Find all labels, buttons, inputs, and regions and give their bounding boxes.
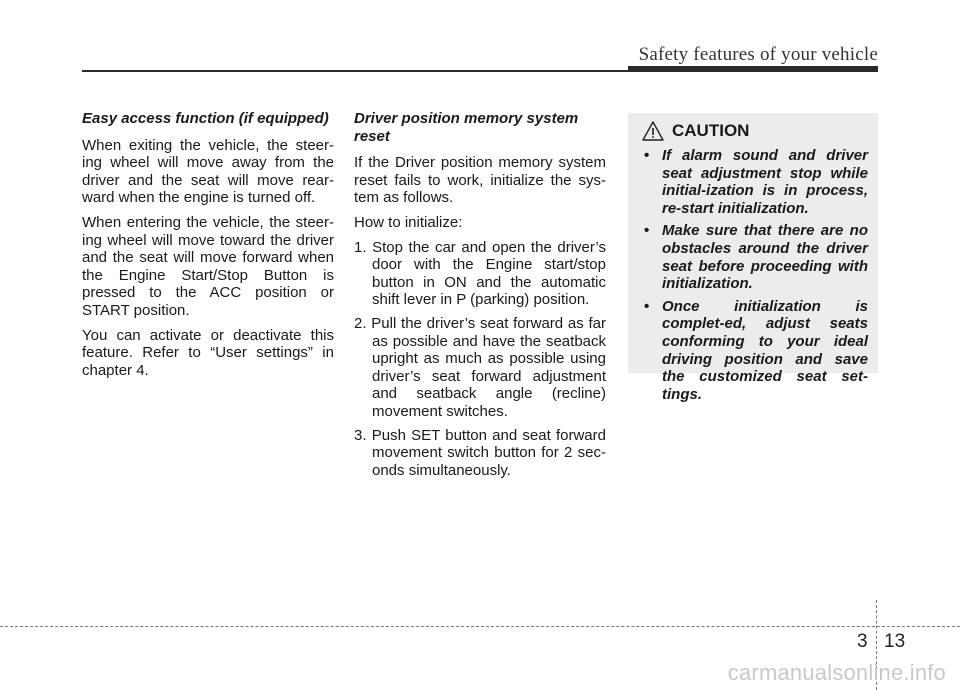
memory-reset-howto: How to initialize: [354, 213, 463, 231]
init-step: 2. Pull the driver’s seat forward as far as possible and have the seatback upright as much as possible using driver’s seat forward adjustment and seatback angle (recline) movement switches. [354, 314, 606, 420]
header-title: Safety features of your vehicle [638, 44, 878, 65]
column-easy-access [82, 110, 334, 386]
bullet-icon: • [644, 147, 650, 164]
init-steps-list [354, 239, 606, 480]
footer-rule [0, 626, 960, 627]
caution-item-text: Once initialization is complet-ed, adjust seats conforming to your ideal driving position and save the customized seat set-tings. [662, 297, 868, 403]
memory-reset-heading: Driver position memory system reset [354, 110, 579, 145]
bullet-icon: • [644, 297, 650, 315]
easy-access-paragraph: When exiting the vehicle, the steer-ing wheel will move away from the driver and the seat will move rear-ward when the engine is turned off. [82, 136, 334, 207]
memory-reset-intro: If the Driver position memory system reset fails to work, initialize the sys-tem as follows. [354, 154, 606, 207]
bullet-icon: • [644, 222, 650, 240]
caution-box [628, 113, 878, 403]
header-rule-accent [628, 66, 878, 72]
column-memory-reset [354, 110, 606, 485]
caution-item-text: Make sure that there are no obstacles around the driver seat before proceeding with initialization. [662, 222, 868, 293]
caution-item [640, 147, 868, 217]
watermark-text: carmanualsonline.info [727, 660, 946, 685]
caution-item-text: If alarm sound and driver seat adjustment stop while initial-ization is in process, re-start initialization. [662, 147, 868, 217]
warning-triangle-icon [642, 121, 664, 141]
caution-title: CAUTION [672, 121, 750, 140]
init-step: 3. Push SET button and seat forward movement switch button for 2 sec-onds simultaneously. [354, 426, 606, 479]
init-step: 1. Stop the car and open the driver’s door with the Engine start/stop button in ON and the automatic shift lever in P (parking) position. [354, 238, 606, 309]
caution-item [640, 222, 868, 292]
easy-access-heading: Easy access function (if equipped) [82, 110, 329, 127]
caution-item [640, 298, 868, 404]
easy-access-paragraph: You can activate or deactivate this feature. Refer to “User settings” in chapter 4. [82, 326, 334, 379]
caution-list [640, 147, 868, 403]
caution-header [642, 121, 868, 141]
page-chapter-number: 3 [857, 631, 868, 652]
page-number: 13 [884, 631, 906, 652]
easy-access-paragraph: When entering the vehicle, the steer-ing wheel will move toward the driver and the seat will move forward when the Engine Start/Stop Button is pressed to the ACC position or START position. [82, 213, 334, 319]
